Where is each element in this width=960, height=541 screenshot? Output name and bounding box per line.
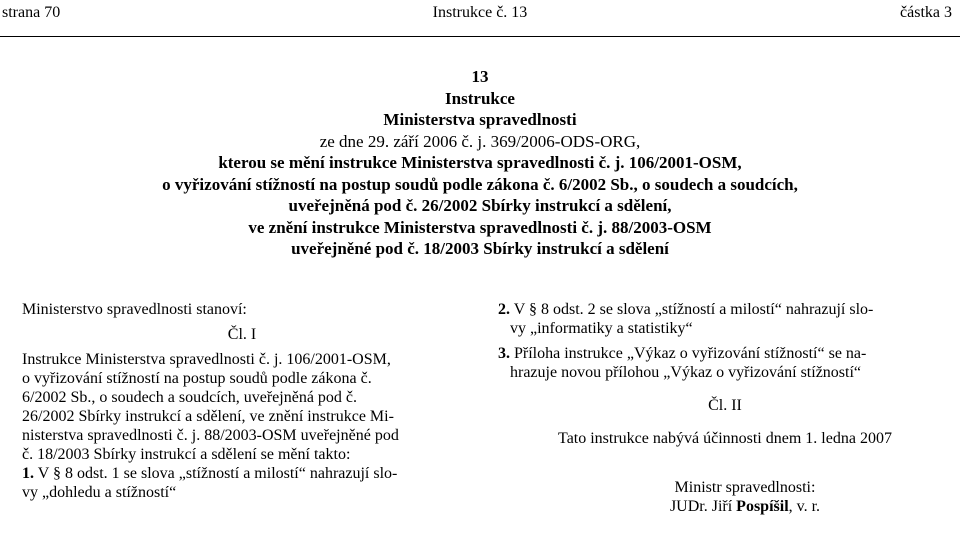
point-1-number: 1. (22, 465, 34, 482)
title-line-4: ve znění instrukce Ministerstva spravedlnosti č. j. 88/2003-OSM (248, 217, 712, 237)
instruction-number: 13 (471, 67, 489, 86)
instruction-name: Instrukce (445, 88, 515, 108)
title-line-3: uveřejněná pod č. 26/2002 Sbírky instrukcí a sdělení, (288, 196, 672, 215)
article-1-heading: Čl. I (227, 326, 257, 343)
intro-text: Ministerstvo spravedlnosti stanoví: (22, 301, 247, 318)
instruction-date-ref: ze dne 29. září 2006 č. j. 369/2006-ODS-ORG, (319, 131, 641, 151)
point-2-number: 2. (498, 301, 510, 318)
header-instruction-ref: Instrukce č. 13 (432, 4, 528, 21)
article-1-line: o vyřizování stížností na postup soudů podle zákona č. (22, 370, 372, 387)
point-1-text: V § 8 odst. 1 se slova „stížností a milostí“ nahrazují slo- (37, 465, 398, 482)
point-2-continuation: vy „informatiky a statistiky“ (510, 320, 693, 337)
signature-title: Ministr spravedlnosti: (674, 479, 816, 496)
point-3-continuation: hrazuje novou přílohou „Výkaz o vyřizování stížností“ (510, 364, 862, 381)
point-2 (498, 300, 952, 319)
point-3-text: Příloha instrukce „Výkaz o vyřizování stížností“ se na- (514, 345, 867, 362)
article-1-line: nisterstva spravedlnosti č. j. 88/2003-OSM uveřejněné pod (22, 427, 399, 444)
point-2-text: V § 8 odst. 2 se slova „stížností a milostí“ nahrazují slo- (513, 301, 874, 318)
article-1-line: č. 18/2003 Sbírky instrukcí a sdělení se mění takto: (22, 446, 351, 463)
header-rule (0, 36, 960, 37)
point-3 (498, 344, 952, 363)
article-1-line: Instrukce Ministerstva spravedlnosti č. j. 106/2001-OSM, (22, 351, 391, 368)
signature-name (498, 497, 952, 516)
point-1 (22, 464, 462, 483)
point-3-number: 3. (498, 345, 510, 362)
effective-date-text: Tato instrukce nabývá účinnosti dnem 1. ledna 2007 (558, 430, 892, 447)
page-number: strana 70 (2, 4, 61, 21)
title-line-5: uveřejněné pod č. 18/2003 Sbírky instrukcí a sdělení (291, 239, 669, 258)
page-header (0, 0, 960, 36)
signature-surname: Pospíšil (736, 498, 789, 515)
instruction-issuer: Ministerstva spravedlnosti (383, 110, 577, 129)
article-2-heading: Čl. II (708, 397, 742, 414)
document-title (0, 66, 960, 260)
issue-number: částka 3 (900, 4, 952, 21)
signature-suffix: , v. r. (788, 498, 821, 515)
title-line-1: kterou se mění instrukce Ministerstva spravedlnosti č. j. 106/2001-OSM, (218, 153, 742, 172)
left-column (22, 300, 462, 502)
right-column (498, 300, 952, 516)
signature-first-name: JUDr. Jiří (669, 498, 737, 515)
title-line-2: o vyřizování stížností na postup soudů podle zákona č. 6/2002 Sb., o soudech a soudcích, (162, 174, 798, 194)
article-1-line: 6/2002 Sb., o soudech a soudcích, uveřejněná pod č. (22, 389, 358, 406)
article-1-line: 26/2002 Sbírky instrukcí a sdělení, ve znění instrukce Mi- (22, 408, 394, 425)
point-1-continuation: vy „dohledu a stížností“ (22, 484, 177, 501)
